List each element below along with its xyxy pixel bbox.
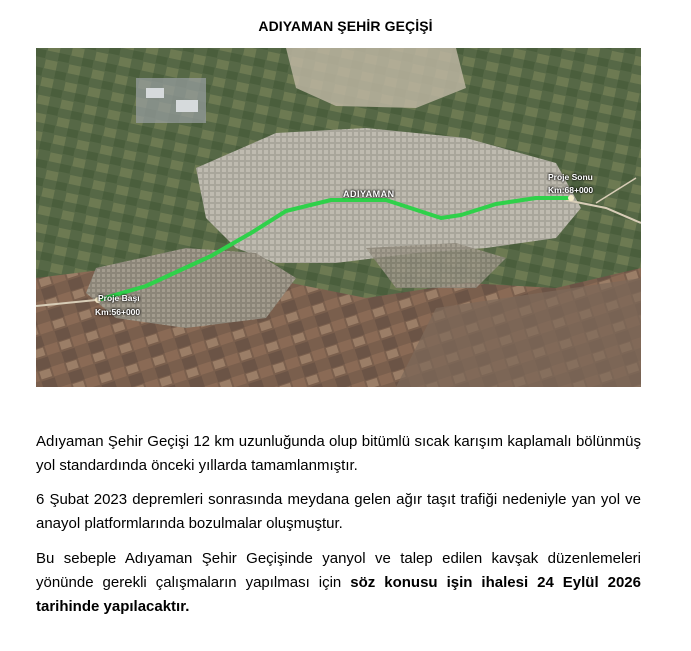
map-end-label: Proje Sonu bbox=[548, 172, 593, 182]
map-start-label: Proje Başı bbox=[98, 293, 140, 303]
satellite-map bbox=[36, 48, 641, 387]
paragraph-3 bbox=[36, 547, 641, 619]
satellite-map-image bbox=[36, 48, 641, 387]
paragraph-3-text: Bu sebeple Adıyaman Şehir Geçişinde yanyol ve talep edilen kavşak düzenlemeleri yönünde gerekli çalışmaların yapılması için bbox=[36, 550, 641, 591]
map-end-km: Km:68+000 bbox=[548, 185, 594, 195]
paragraph-3-bold-text: söz konusu işin ihalesi 24 Eylül 2026 tarihinde yapılacaktır. bbox=[36, 574, 641, 615]
map-city-label: ADIYAMAN bbox=[343, 189, 395, 199]
paragraph-2: 6 Şubat 2023 depremleri sonrasında meydana gelen ağır taşıt trafiği nedeniyle yan yol ve anayol platformlarında bozulmalar oluşmuştur. bbox=[36, 491, 641, 532]
document-title: ADIYAMAN ŞEHİR GEÇİŞİ bbox=[258, 18, 433, 34]
paragraph-1: Adıyaman Şehir Geçişi 12 km uzunluğunda olup bitümlü sıcak karışım kaplamalı bölünmüş yol standardında önceki yıllarda tamamlanmıştır. bbox=[36, 433, 641, 474]
map-start-km: Km:56+000 bbox=[95, 307, 141, 317]
